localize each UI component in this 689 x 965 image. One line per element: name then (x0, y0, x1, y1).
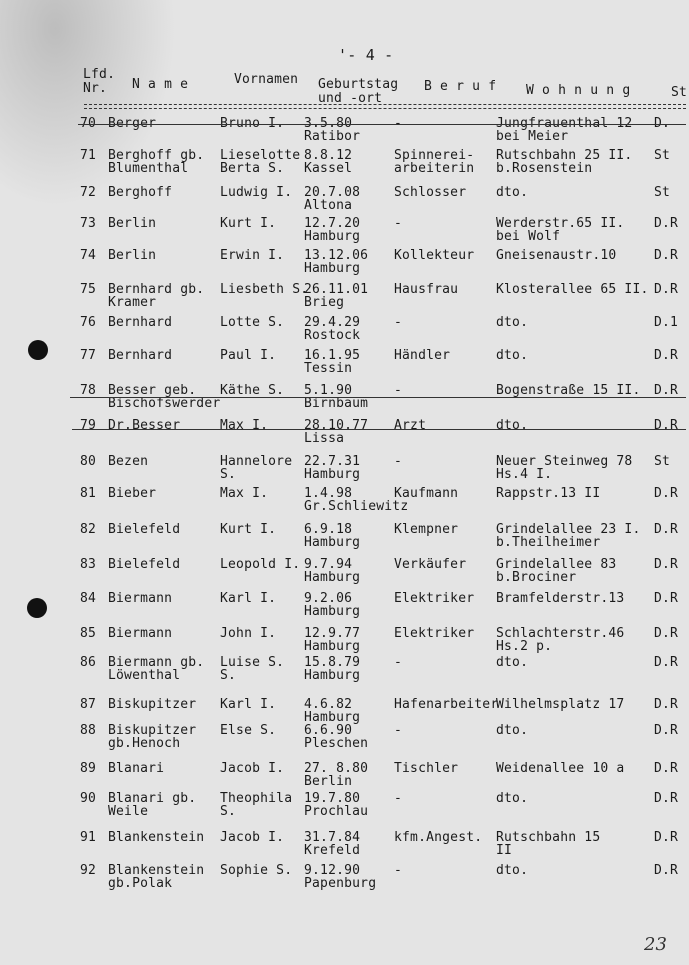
cell-vorname: Bruno I. (220, 116, 285, 131)
cell-geburt: Hamburg (304, 668, 361, 683)
cell-geburt: Hamburg (304, 639, 361, 654)
cell-name: Bernhard (108, 315, 173, 330)
cell-geburt: Prochlau (304, 804, 369, 819)
cell-extra: D. (654, 116, 671, 131)
cell-geburt: 12.9.77 (304, 626, 361, 641)
cell-geburt: Tessin (304, 361, 353, 376)
cell-geburt: Papenburg (304, 876, 377, 891)
cell-vorname: Berta S. (220, 161, 285, 176)
cell-geburt: 15.8.79 (304, 655, 361, 670)
cell-geburt: 8.8.12 (304, 148, 353, 163)
cell-name: Berlin (108, 248, 157, 263)
cell-geburt: 3.5.80 (304, 116, 353, 131)
cell-nr: 92 (80, 863, 97, 878)
cell-geburt: Brieg (304, 295, 345, 310)
cell-extra: D.R (654, 761, 679, 776)
cell-nr: 70 (80, 116, 97, 131)
page-number: '- 4 - (338, 46, 394, 64)
cell-geburt: Krefeld (304, 843, 361, 858)
cell-beruf: - (394, 863, 403, 878)
cell-wohnung: b.Brociner (496, 570, 577, 585)
cell-extra: D.R (654, 216, 679, 231)
cell-beruf: Arzt (394, 418, 427, 433)
cell-name: Bischofswerder (108, 396, 221, 411)
cell-name: Blankenstein (108, 863, 205, 878)
cell-extra: St (654, 454, 671, 469)
cell-wohnung: II (496, 843, 513, 858)
cell-beruf: Schlosser (394, 185, 467, 200)
cell-name: Biermann gb. (108, 655, 205, 670)
strike-row-79 (72, 429, 686, 430)
header-extra: St (671, 85, 688, 100)
cell-beruf: Verkäufer (394, 557, 467, 572)
cell-geburt: 12.7.20 (304, 216, 361, 231)
cell-name: Bielefeld (108, 557, 181, 572)
cell-beruf: - (394, 116, 403, 131)
cell-vorname: Kurt I. (220, 216, 277, 231)
cell-vorname: Theophila (220, 791, 293, 806)
cell-vorname: Else S. (220, 723, 277, 738)
cell-beruf: - (394, 454, 403, 469)
cell-vorname: Max I. (220, 418, 269, 433)
cell-name: Löwenthal (108, 668, 181, 683)
cell-wohnung: Rappstr.13 II (496, 486, 601, 501)
header-nr: Nr. (83, 81, 108, 96)
cell-geburt: Hamburg (304, 229, 361, 244)
cell-extra: D.R (654, 348, 679, 363)
cell-geburt: Pleschen (304, 736, 369, 751)
cell-nr: 76 (80, 315, 97, 330)
cell-geburt: Rostock (304, 328, 361, 343)
cell-geburt: 9.7.94 (304, 557, 353, 572)
cell-vorname: Leopold I. (220, 557, 301, 572)
cell-geburt: 13.12.06 (304, 248, 369, 263)
cell-name: Kramer (108, 295, 157, 310)
cell-extra: D.R (654, 830, 679, 845)
cell-wohnung: dto. (496, 655, 529, 670)
cell-vorname: Ludwig I. (220, 185, 293, 200)
cell-name: Bielefeld (108, 522, 181, 537)
cell-extra: D.R (654, 626, 679, 641)
cell-geburt: Altona (304, 198, 353, 213)
header-rule (84, 104, 686, 105)
cell-nr: 90 (80, 791, 97, 806)
cell-geburt: 9.12.90 (304, 863, 361, 878)
cell-beruf: kfm.Angest. (394, 830, 483, 845)
cell-vorname: Karl I. (220, 697, 277, 712)
cell-wohnung: b.Theilheimer (496, 535, 601, 550)
cell-wohnung: Werderstr.65 II. (496, 216, 625, 231)
header-vornamen: Vornamen (234, 72, 299, 87)
cell-wohnung: Jungfrauenthal 12 (496, 116, 633, 131)
cell-geburt: 1.4.98 (304, 486, 353, 501)
cell-name: Blanari (108, 761, 165, 776)
cell-wohnung: Bogenstraße 15 II. (496, 383, 641, 398)
cell-extra: D.1 (654, 315, 679, 330)
cell-name: Blumenthal (108, 161, 189, 176)
cell-wohnung: dto. (496, 418, 529, 433)
cell-geburt: 19.7.80 (304, 791, 361, 806)
cell-nr: 89 (80, 761, 97, 776)
cell-wohnung: dto. (496, 185, 529, 200)
cell-extra: D.R (654, 522, 679, 537)
cell-vorname: Käthe S. (220, 383, 285, 398)
cell-wohnung: dto. (496, 723, 529, 738)
header-geburtsort: und -ort (318, 91, 383, 106)
cell-name: Bernhard (108, 348, 173, 363)
cell-nr: 81 (80, 486, 97, 501)
cell-nr: 80 (80, 454, 97, 469)
cell-nr: 71 (80, 148, 97, 163)
cell-extra: D.R (654, 791, 679, 806)
strike-row-70 (78, 124, 686, 125)
cell-wohnung: Rutschbahn 25 II. (496, 148, 633, 163)
cell-wohnung: dto. (496, 791, 529, 806)
cell-vorname: Liesbeth S. (220, 282, 309, 297)
cell-wohnung: bei Meier (496, 129, 569, 144)
cell-wohnung: Neuer Steinweg 78 (496, 454, 633, 469)
header-wohnung: W o h n u n g (526, 83, 631, 98)
cell-beruf: - (394, 791, 403, 806)
cell-name: Bernhard gb. (108, 282, 205, 297)
cell-name: Weile (108, 804, 149, 819)
cell-name: Biermann (108, 626, 173, 641)
cell-vorname: Luise S. (220, 655, 285, 670)
cell-name: Besser geb. (108, 383, 197, 398)
cell-extra: D.R (654, 248, 679, 263)
cell-vorname: Paul I. (220, 348, 277, 363)
cell-vorname: Max I. (220, 486, 269, 501)
cell-wohnung: Rutschbahn 15 (496, 830, 601, 845)
cell-geburt: Berlin (304, 774, 353, 789)
cell-nr: 82 (80, 522, 97, 537)
folio-number: 23 (644, 934, 667, 955)
punch-hole-bottom (27, 598, 47, 618)
cell-nr: 79 (80, 418, 97, 433)
cell-geburt: 27. 8.80 (304, 761, 369, 776)
cell-beruf: - (394, 383, 403, 398)
cell-geburt: 29.4.29 (304, 315, 361, 330)
cell-wohnung: Grindelallee 83 (496, 557, 617, 572)
cell-extra: D.R (654, 418, 679, 433)
cell-name: Blanari gb. (108, 791, 197, 806)
cell-nr: 73 (80, 216, 97, 231)
cell-name: Berger (108, 116, 157, 131)
cell-vorname: S. (220, 467, 237, 482)
cell-geburt: Hamburg (304, 604, 361, 619)
cell-geburt: Ratibor (304, 129, 361, 144)
cell-geburt: 20.7.08 (304, 185, 361, 200)
cell-wohnung: Bramfelderstr.13 (496, 591, 625, 606)
header-lfd: Lfd. (83, 67, 116, 82)
cell-beruf: - (394, 216, 403, 231)
cell-vorname: Kurt I. (220, 522, 277, 537)
cell-wohnung: bei Wolf (496, 229, 561, 244)
cell-beruf: Klempner (394, 522, 459, 537)
header-beruf: B e r u f (424, 79, 497, 94)
cell-beruf: arbeiterin (394, 161, 475, 176)
cell-nr: 88 (80, 723, 97, 738)
cell-nr: 83 (80, 557, 97, 572)
cell-vorname: Karl I. (220, 591, 277, 606)
cell-geburt: 6.9.18 (304, 522, 353, 537)
cell-vorname: John I. (220, 626, 277, 641)
cell-beruf: Händler (394, 348, 451, 363)
cell-beruf: Elektriker (394, 591, 475, 606)
cell-geburt: 16.1.95 (304, 348, 361, 363)
cell-geburt: Gr.Schliewitz (304, 499, 409, 514)
cell-geburt: 4.6.82 (304, 697, 353, 712)
header-geburtstag: Geburtstag (318, 77, 399, 92)
cell-nr: 75 (80, 282, 97, 297)
cell-vorname: S. (220, 804, 237, 819)
cell-geburt: Birnbaum (304, 396, 369, 411)
cell-extra: D.R (654, 697, 679, 712)
cell-extra: D.R (654, 591, 679, 606)
cell-extra: D.R (654, 863, 679, 878)
strike-row-78 (70, 397, 686, 398)
header-name: N a m e (132, 77, 189, 92)
cell-wohnung: Klosterallee 65 II. (496, 282, 649, 297)
cell-vorname: Sophie S. (220, 863, 293, 878)
cell-geburt: 26.11.01 (304, 282, 369, 297)
cell-nr: 85 (80, 626, 97, 641)
cell-extra: St (654, 185, 671, 200)
cell-geburt: Hamburg (304, 535, 361, 550)
cell-beruf: - (394, 315, 403, 330)
cell-geburt: Hamburg (304, 710, 361, 725)
cell-nr: 91 (80, 830, 97, 845)
cell-wohnung: Grindelallee 23 I. (496, 522, 641, 537)
cell-name: Berlin (108, 216, 157, 231)
cell-nr: 74 (80, 248, 97, 263)
cell-beruf: Spinnerei- (394, 148, 475, 163)
cell-nr: 78 (80, 383, 97, 398)
cell-name: Biermann (108, 591, 173, 606)
cell-extra: D.R (654, 557, 679, 572)
cell-wohnung: dto. (496, 348, 529, 363)
cell-vorname: S. (220, 668, 237, 683)
cell-name: Bezen (108, 454, 149, 469)
cell-extra: D.R (654, 486, 679, 501)
cell-wohnung: Hs.4 I. (496, 467, 553, 482)
cell-wohnung: b.Rosenstein (496, 161, 593, 176)
cell-name: gb.Henoch (108, 736, 181, 751)
cell-beruf: Hausfrau (394, 282, 459, 297)
cell-wohnung: Schlachterstr.46 (496, 626, 625, 641)
cell-extra: D.R (654, 282, 679, 297)
cell-extra: D.R (654, 655, 679, 670)
cell-geburt: 6.6.90 (304, 723, 353, 738)
cell-name: Bieber (108, 486, 157, 501)
cell-name: Biskupitzer (108, 723, 197, 738)
cell-vorname: Lotte S. (220, 315, 285, 330)
cell-geburt: 9.2.06 (304, 591, 353, 606)
cell-nr: 72 (80, 185, 97, 200)
cell-vorname: Erwin I. (220, 248, 285, 263)
cell-geburt: 5.1.90 (304, 383, 353, 398)
cell-wohnung: Gneisenaustr.10 (496, 248, 617, 263)
cell-nr: 77 (80, 348, 97, 363)
cell-vorname: Lieselotte (220, 148, 301, 163)
cell-beruf: Kollekteur (394, 248, 475, 263)
cell-geburt: Hamburg (304, 570, 361, 585)
cell-nr: 84 (80, 591, 97, 606)
cell-extra: D.R (654, 723, 679, 738)
cell-beruf: Kaufmann (394, 486, 459, 501)
cell-wohnung: Hs.2 p. (496, 639, 553, 654)
cell-vorname: Jacob I. (220, 830, 285, 845)
cell-wohnung: Wilhelmsplatz 17 (496, 697, 625, 712)
cell-beruf: Tischler (394, 761, 459, 776)
cell-name: Berghoff (108, 185, 173, 200)
cell-beruf: - (394, 723, 403, 738)
cell-geburt: Lissa (304, 431, 345, 446)
punch-hole-top (28, 340, 48, 360)
cell-wohnung: dto. (496, 315, 529, 330)
cell-beruf: Elektriker (394, 626, 475, 641)
cell-geburt: 28.10.77 (304, 418, 369, 433)
cell-name: Dr.Besser (108, 418, 181, 433)
cell-geburt: Hamburg (304, 261, 361, 276)
cell-beruf: - (394, 655, 403, 670)
cell-extra: St (654, 148, 671, 163)
cell-geburt: Hamburg (304, 467, 361, 482)
cell-nr: 86 (80, 655, 97, 670)
cell-name: Berghoff gb. (108, 148, 205, 163)
cell-name: Biskupitzer (108, 697, 197, 712)
cell-wohnung: Weidenallee 10 a (496, 761, 625, 776)
cell-name: Blankenstein (108, 830, 205, 845)
header-rule-2 (84, 108, 686, 109)
cell-geburt: Kassel (304, 161, 353, 176)
cell-name: gb.Polak (108, 876, 173, 891)
cell-geburt: 22.7.31 (304, 454, 361, 469)
cell-nr: 87 (80, 697, 97, 712)
cell-vorname: Hannelore (220, 454, 293, 469)
cell-beruf: Hafenarbeiter (394, 697, 499, 712)
cell-vorname: Jacob I. (220, 761, 285, 776)
cell-wohnung: dto. (496, 863, 529, 878)
cell-geburt: 31.7.84 (304, 830, 361, 845)
cell-extra: D.R (654, 383, 679, 398)
